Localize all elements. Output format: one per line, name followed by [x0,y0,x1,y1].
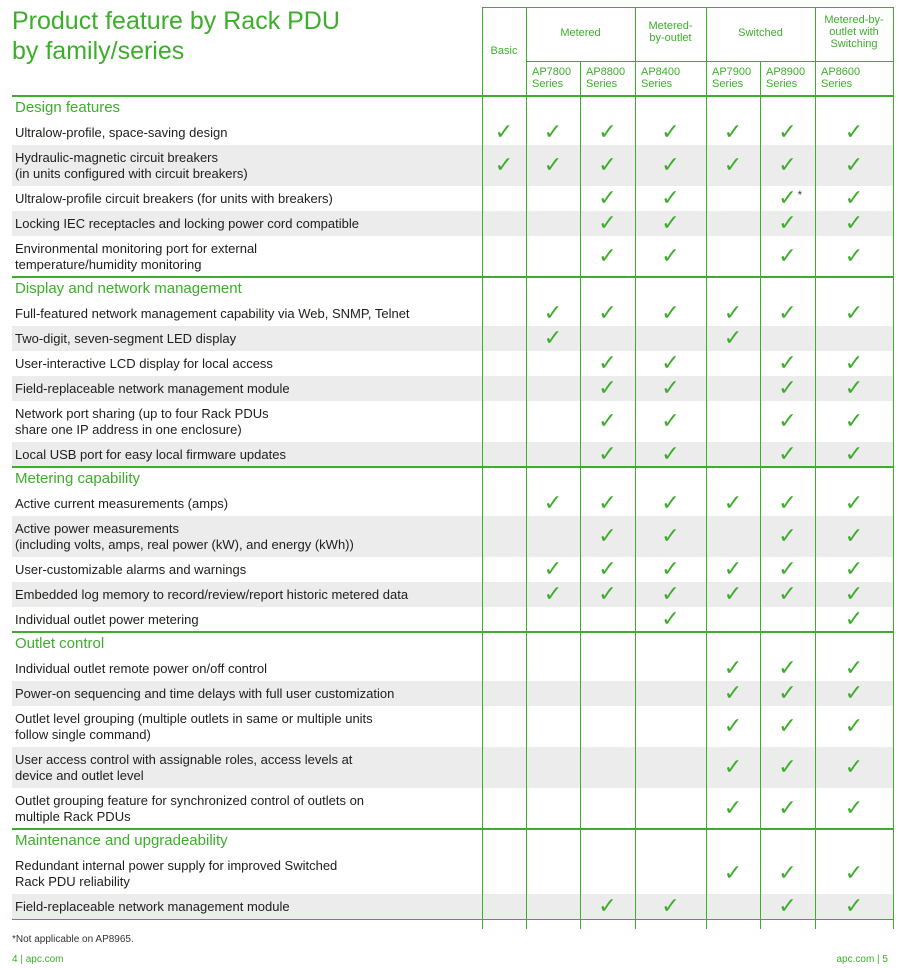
check-icon: ✓ [543,152,563,178]
check-icon: ✓ [778,490,797,516]
feature-label [15,125,475,141]
feature-label-line: Local USB port for easy local firmware updates [15,446,286,462]
check-icon: ✓ [598,375,617,401]
column-rule [635,7,636,929]
check-icon: ✓ [723,119,743,145]
check-icon: ✓ [598,523,617,549]
header-metered-by-outlet [635,20,706,44]
header-switched: Switched [738,27,783,39]
section-rule [12,276,894,278]
check-icon: ✓ [543,490,563,516]
check-icon: ✓ [598,152,617,178]
table-row [12,301,894,326]
header-series [821,66,893,90]
header-top-rule [482,7,894,8]
feature-label-line: temperature/humidity monitoring [15,256,202,272]
check-icon: ✓ [844,893,864,919]
feature-label [15,686,475,702]
feature-label-line: share one IP address in one enclosure) [15,421,242,437]
check-icon: ✓ [778,556,797,582]
feature-label-line: device and outlet level [15,767,144,783]
check-icon: ✓ [778,893,797,919]
check-icon: ✓ [844,523,864,549]
check-icon: ✓ [598,408,617,434]
check-icon: ✓ [598,441,617,467]
feature-label [15,150,475,182]
check-icon: ✓ [778,300,797,326]
feature-label [15,752,475,784]
header-series-line: Series [766,78,798,90]
feature-label-line: Active current measurements (amps) [15,495,229,511]
feature-label-line: multiple Rack PDUs [15,808,131,824]
feature-label-line: Field-replaceable network management module [15,898,290,914]
check-icon: ✓ [844,243,864,269]
check-icon: ✓ [844,680,864,706]
feature-label-line: User-interactive LCD display for local access [15,355,273,371]
table-bottom-rule [12,919,894,920]
header-series-line: AP8800 [586,66,626,78]
column-rule [482,7,483,929]
header-metered-by-outlet-switching [815,14,893,50]
table-row [12,894,894,919]
table-row [12,788,894,829]
feature-label [15,612,475,628]
check-icon: ✓ [723,152,743,178]
feature-label-line: Network port sharing (up to four Rack PDUs [15,405,269,421]
feature-label [15,356,475,372]
table-row [12,211,894,236]
section-title: Outlet control [15,635,105,652]
section-title: Display and network management [15,280,242,297]
header-series-line: Series [586,78,618,90]
feature-label-line: Environmental monitoring port for external [15,240,258,256]
check-icon: ✓ [598,300,617,326]
feature-label [15,661,475,677]
header-series [586,66,635,90]
check-icon: ✓ [494,152,514,178]
check-icon: ✓ [598,185,617,211]
header-metered: Metered [560,27,601,39]
feature-label-line: Power-on sequencing and time delays with full user customization [15,685,395,701]
check-icon: ✓ [543,300,563,326]
check-icon: ✓ [598,210,617,236]
table-row [12,853,894,894]
feature-label-line: Ultralow-profile, space-saving design [15,124,228,140]
column-rule [580,61,581,929]
check-icon: ✓ [661,185,680,211]
feature-label [15,562,475,578]
check-icon: ✓ [661,893,680,919]
check-icon: ✓ [723,325,743,351]
check-icon: ✓ [598,350,617,376]
check-icon: ✓ [844,350,864,376]
check-icon: ✓ [844,441,864,467]
check-icon: ✓ [598,490,617,516]
check-icon: ✓ [723,556,743,582]
check-icon: ✓ [844,152,864,178]
title-line-2: by family/series [12,37,185,65]
section-title: Metering capability [15,470,141,487]
table-row [12,186,894,211]
check-icon: ✓ [661,350,680,376]
feature-label-line: Outlet level grouping (multiple outlets in same or multiple units [15,710,373,726]
section-rule [12,95,894,97]
check-icon: ✓ [778,350,797,376]
header-series-line: Series [532,78,564,90]
check-icon: ✓ [598,581,617,607]
table-row [12,491,894,516]
check-icon: ✓ [661,490,680,516]
section-rule [12,631,894,633]
check-icon: ✓ [778,408,797,434]
check-icon: ✓ [723,581,743,607]
feature-label-line: Outlet grouping feature for synchronized control of outlets on [15,792,365,808]
column-rule [526,7,527,929]
feature-label [15,191,475,207]
check-icon: ✓ [844,556,864,582]
check-icon: ✓ [778,441,797,467]
check-icon: ✓ [661,210,680,236]
column-rule [815,7,816,929]
footnote: *Not applicable on AP8965. [12,934,134,945]
check-icon: ✓ [661,606,680,632]
check-icon: ✓ [778,152,797,178]
feature-label-line: follow single command) [15,726,151,742]
table-row [12,442,894,467]
check-icon: ✓ [723,795,743,821]
asterisk-mark: * [797,188,803,202]
check-icon: ✓ [778,860,797,886]
table-row [12,607,894,632]
check-icon: ✓ [844,490,864,516]
check-icon: ✓ [661,243,680,269]
header-metered-by-outlet-switching-line: Switching [830,38,878,50]
feature-label-line: Full-featured network management capability via Web, SNMP, Telnet [15,305,410,321]
check-icon: ✓ [723,680,743,706]
check-icon: ✓ [844,713,864,739]
feature-label-line: Embedded log memory to record/review/report historic metered data [15,586,409,602]
check-icon: ✓ [661,300,680,326]
check-icon: ✓ [844,754,864,780]
check-icon: ✓ [844,210,864,236]
feature-label-line: (including volts, amps, real power (kW), and energy (kWh)) [15,536,354,552]
check-icon: ✓ [543,119,563,145]
check-icon: ✓ [778,754,797,780]
check-icon: ✓ [661,556,680,582]
check-icon: ✓ [778,243,797,269]
check-icon: ✓ [844,655,864,681]
header-series-line: AP7800 [532,66,572,78]
feature-label [15,406,475,438]
header-series-line: AP8600 [821,66,861,78]
feature-label-line: (in units configured with circuit breakers) [15,165,248,181]
feature-label-line: Two-digit, seven-segment LED display [15,330,237,346]
header-series [712,66,760,90]
check-icon: ✓ [723,713,743,739]
table-row [12,557,894,582]
check-icon: ✓ [661,523,680,549]
feature-label-line: Individual outlet power metering [15,611,199,627]
check-icon: ✓ [778,119,797,145]
check-icon: ✓ [778,680,797,706]
check-icon: ✓ [844,606,864,632]
header-series [532,66,580,90]
check-icon: ✓ [598,243,617,269]
feature-label [15,858,475,890]
header-mid-rule [526,61,894,62]
header-series-line: AP7900 [712,66,752,78]
section-rule [12,828,894,830]
feature-label-line: Redundant internal power supply for improved Switched [15,857,338,873]
feature-label-line: User-customizable alarms and warnings [15,561,247,577]
feature-label-line: Rack PDU reliability [15,873,130,889]
header-series-line: AP8400 [641,66,681,78]
feature-label [15,899,475,915]
check-icon: ✓ [543,325,563,351]
feature-label [15,241,475,273]
section-title: Maintenance and upgradeability [15,832,228,849]
check-icon: ✓ [598,119,617,145]
check-icon: ✓ [661,119,680,145]
footer-right: apc.com | 5 [836,954,888,965]
table-row [12,145,894,186]
table-row [12,236,894,277]
table-row [12,326,894,351]
check-icon: ✓ [723,490,743,516]
header-series-line: Series [712,78,744,90]
feature-label [15,521,475,553]
table-row [12,120,894,145]
feature-label [15,587,475,603]
section-title: Design features [15,99,121,116]
table-row [12,351,894,376]
feature-label-line: Individual outlet remote power on/off control [15,660,267,676]
feature-label-line: Hydraulic-magnetic circuit breakers [15,149,219,165]
feature-label [15,447,475,463]
feature-label [15,306,475,322]
header-series-line: Series [821,78,853,90]
feature-label [15,793,475,825]
feature-label-line: Field-replaceable network management module [15,380,290,396]
check-icon: ✓ [661,408,680,434]
feature-label-line: Ultralow-profile circuit breakers (for units with breakers) [15,190,333,206]
check-icon: ✓ [778,795,797,821]
check-icon: ✓ [844,408,864,434]
check-icon: ✓ [778,523,797,549]
feature-label [15,381,475,397]
column-rule [760,61,761,929]
feature-label-line: User access control with assignable roles, access levels at [15,751,353,767]
header-metered-by-outlet-line: Metered- [648,20,693,32]
section-rule [12,466,894,468]
header-metered-by-outlet-line: by-outlet [649,32,692,44]
check-icon: ✓ [844,375,864,401]
check-icon: ✓ [778,375,797,401]
table-row [12,401,894,442]
header-series [766,66,815,90]
check-icon: ✓ [494,119,514,145]
check-icon: ✓ [778,210,797,236]
header-series-line: Series [641,78,673,90]
table-row [12,747,894,788]
header-metered-by-outlet-switching-line: outlet with [829,26,879,38]
check-icon: ✓ [543,556,563,582]
check-icon: ✓ [661,441,680,467]
check-icon: ✓ [844,581,864,607]
footer-left: 4 | apc.com [12,954,64,965]
column-rule [706,7,707,929]
table-row [12,516,894,557]
check-icon: ✓ [661,581,680,607]
check-icon: ✓ [723,754,743,780]
feature-label-line: Active power measurements [15,520,180,536]
check-icon: ✓ [844,185,864,211]
check-icon: ✓ [844,860,864,886]
check-icon: ✓ [844,300,864,326]
feature-label [15,496,475,512]
table-row [12,656,894,681]
check-icon: ✓ [778,185,797,211]
check-icon: ✓ [723,860,743,886]
check-icon: ✓ [844,795,864,821]
check-icon: ✓ [598,556,617,582]
feature-label [15,331,475,347]
feature-label [15,711,475,743]
check-icon: ✓ [778,713,797,739]
check-icon: ✓ [723,655,743,681]
table-row [12,376,894,401]
header-metered-by-outlet-switching-line: Metered-by- [824,14,884,26]
check-icon: ✓ [778,655,797,681]
check-icon: ✓ [723,300,743,326]
column-rule [893,7,894,929]
feature-label-line: Locking IEC receptacles and locking power cord compatible [15,215,359,231]
check-icon: ✓ [661,152,680,178]
page-title [12,6,472,66]
check-icon: ✓ [598,893,617,919]
header-series-line: AP8900 [766,66,806,78]
header-series [641,66,706,90]
title-line-1: Product feature by Rack PDU [12,7,340,35]
feature-label [15,216,475,232]
table-row [12,582,894,607]
check-icon: ✓ [661,375,680,401]
check-icon: ✓ [778,581,797,607]
check-icon: ✓ [543,581,563,607]
table-row [12,681,894,706]
table-row [12,706,894,747]
header-basic: Basic [490,45,518,57]
check-icon: ✓ [844,119,864,145]
